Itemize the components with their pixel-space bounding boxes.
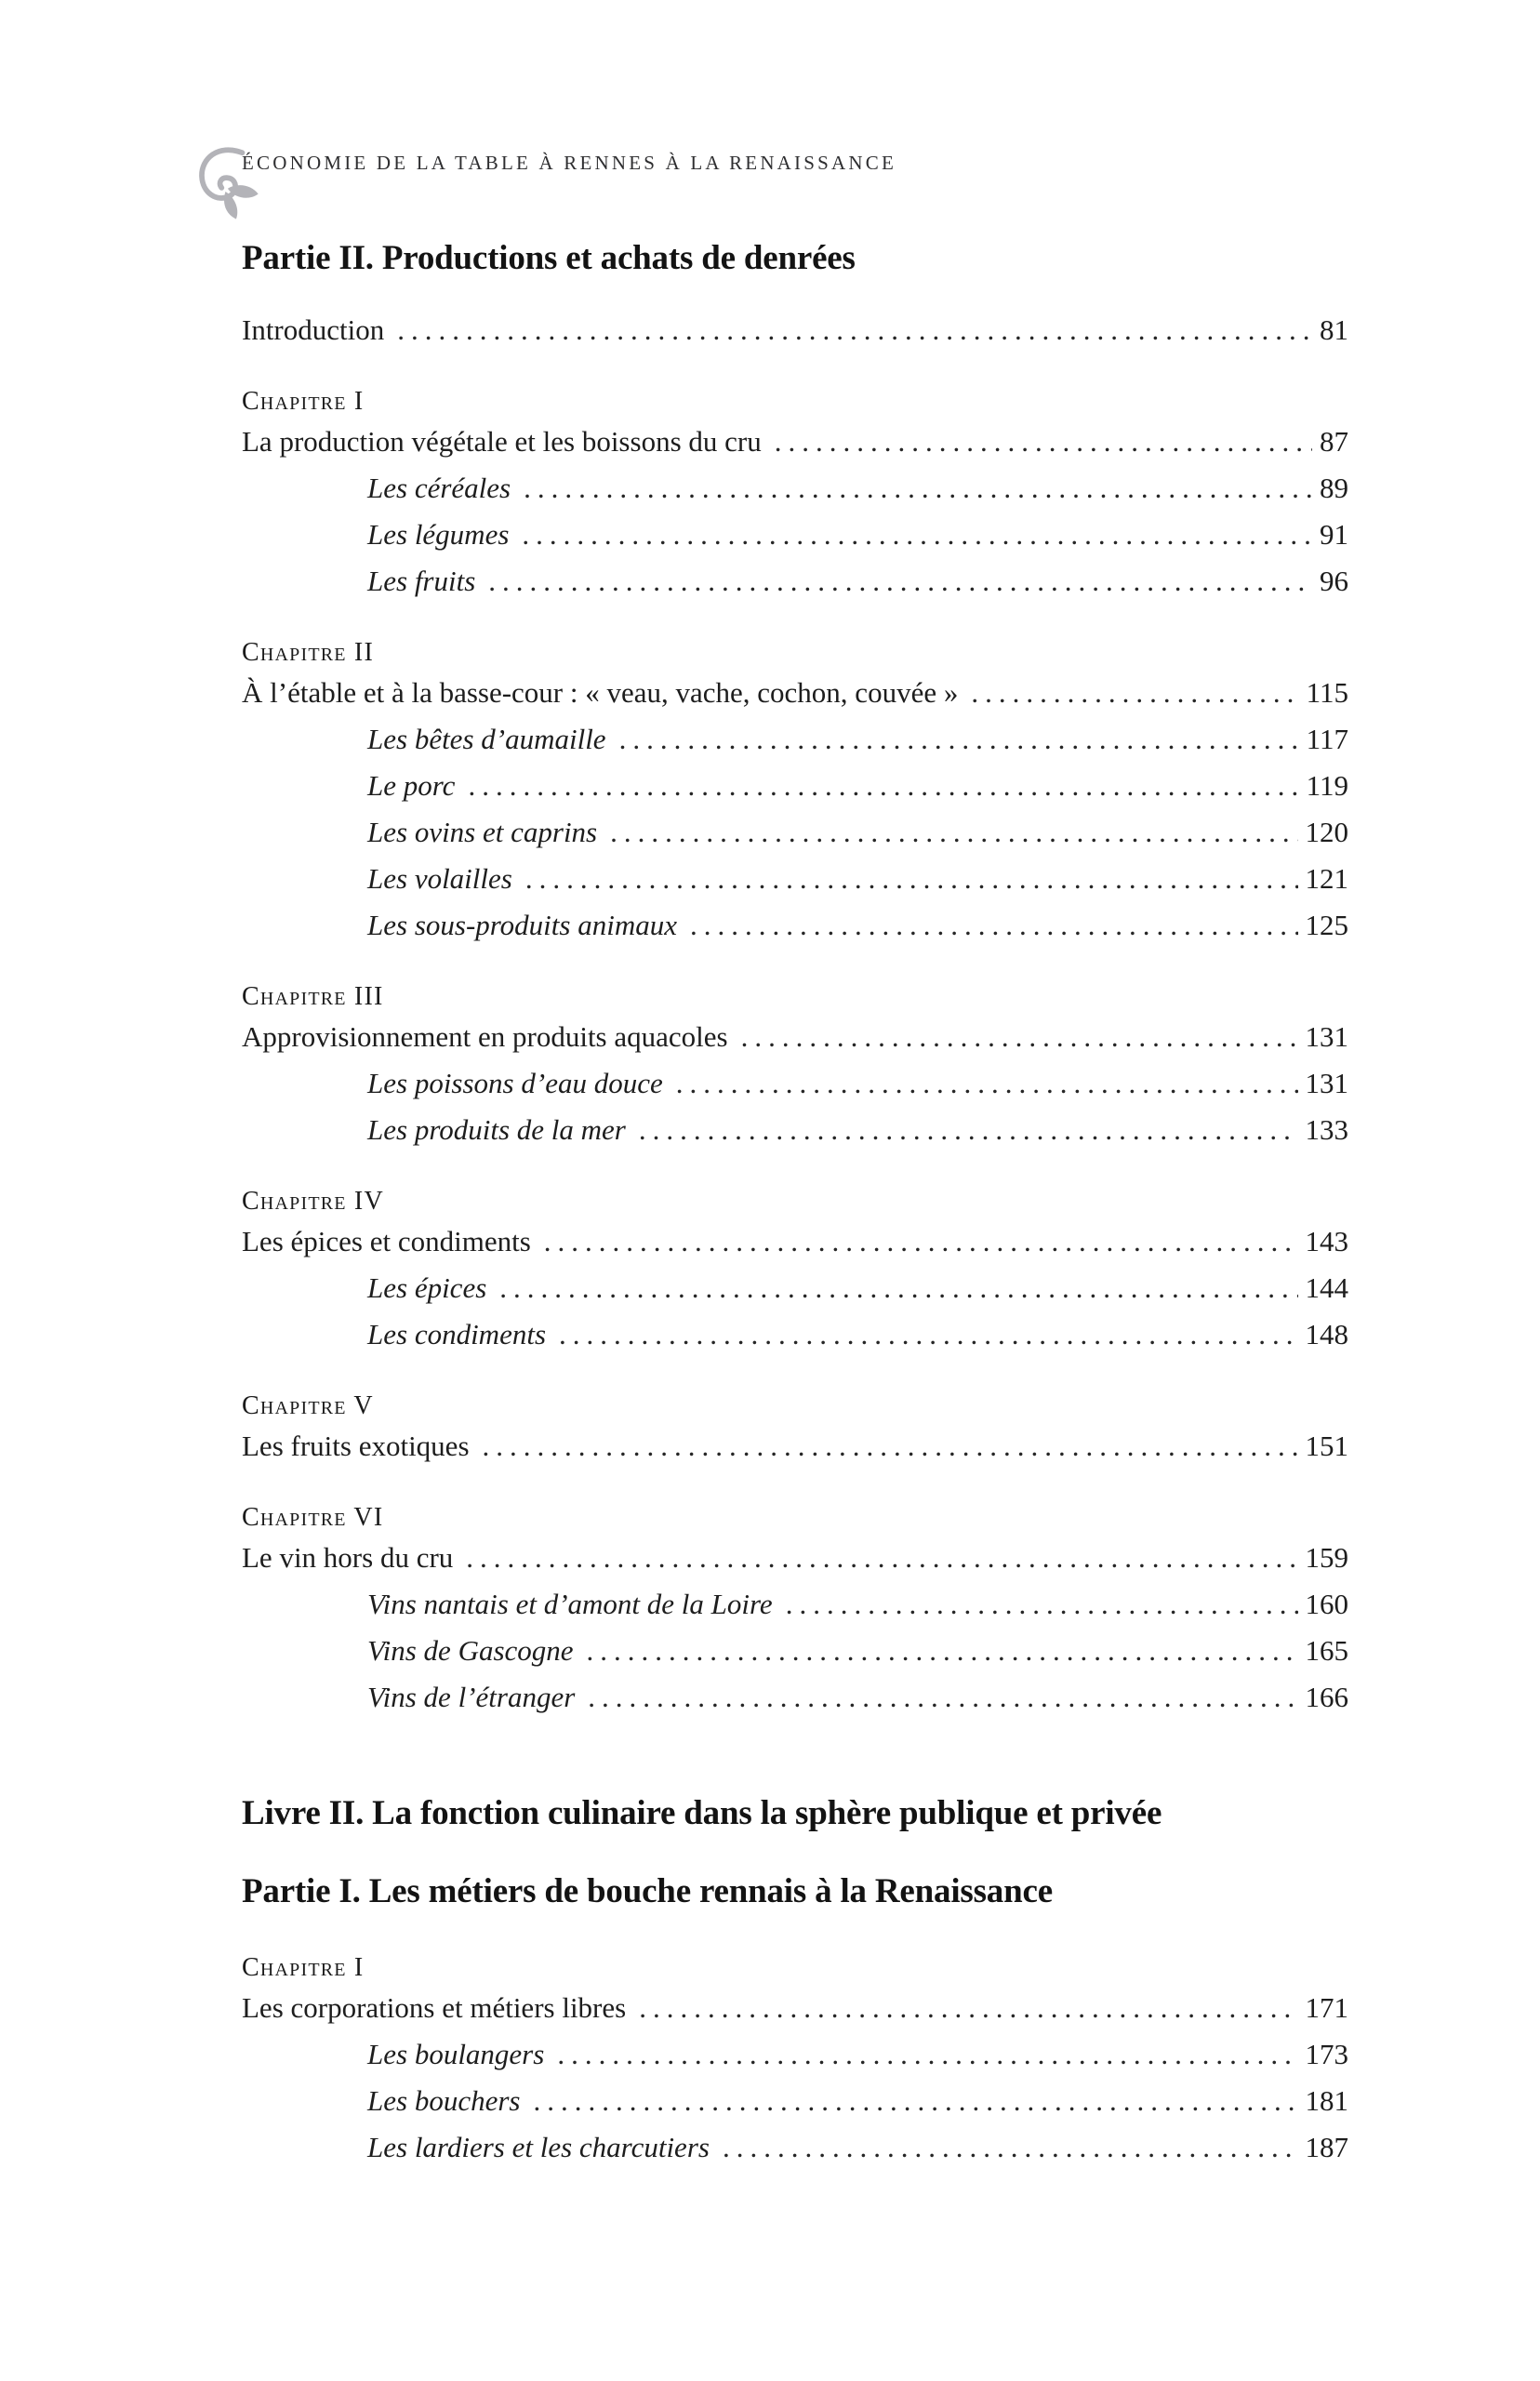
toc-entry [242, 1586, 1348, 1623]
dot-leader [639, 1989, 1297, 2027]
toc-entry-page: 144 [1305, 1271, 1348, 1304]
toc-entry-page: 181 [1305, 2084, 1348, 2117]
toc-entry-title: À l’étable et à la basse-cour : « veau, vache, cochon, couvée » [242, 676, 959, 709]
toc-entry-page: 115 [1306, 676, 1348, 709]
dot-leader [610, 814, 1297, 851]
toc-entry-page: 148 [1305, 1318, 1348, 1350]
dot-leader [483, 1428, 1298, 1465]
toc-entry-title: Vins de l’étranger [367, 1681, 576, 1713]
toc-entry [242, 1989, 1348, 2027]
part-heading: Partie II. Productions et achats de denrées [242, 239, 856, 277]
dot-leader [775, 423, 1312, 460]
dot-leader [468, 767, 1298, 805]
toc-entry-page: 117 [1306, 723, 1348, 755]
dot-leader [588, 1679, 1297, 1716]
chapter-label: Chapitre V [242, 1391, 374, 1420]
chapter-label: Chapitre I [242, 387, 365, 416]
toc-entry-page: 173 [1305, 2038, 1348, 2070]
toc-entry [242, 1539, 1348, 1576]
toc-entry-page: 125 [1305, 909, 1348, 941]
toc-entry-title: Les boulangers [367, 2038, 545, 2070]
part-heading: Partie I. Les métiers de bouche rennais à la Renaissance [242, 1872, 1053, 1910]
toc-entry-page: 119 [1306, 769, 1348, 802]
toc-entry-page: 89 [1320, 472, 1348, 504]
toc-entry [242, 1428, 1348, 1465]
toc-entry [242, 1270, 1348, 1307]
toc-entry-page: 133 [1305, 1113, 1348, 1146]
chapter-label: Chapitre VI [242, 1503, 384, 1532]
toc-entry [242, 1065, 1348, 1102]
toc-entry-title: Le porc [367, 769, 456, 802]
dot-leader [639, 1111, 1298, 1149]
dot-leader [557, 2036, 1297, 2073]
dot-leader [619, 721, 1299, 758]
toc-entry-page: 160 [1305, 1588, 1348, 1620]
toc-entry-title: Introduction [242, 313, 385, 346]
toc-entry-title: Les poissons d’eau douce [367, 1067, 663, 1099]
toc-entry [242, 1018, 1348, 1056]
dot-leader [488, 563, 1312, 600]
dot-leader [723, 2129, 1298, 2166]
toc-entry-title: Les fruits exotiques [242, 1430, 470, 1462]
toc-entry-page: 151 [1305, 1430, 1348, 1462]
toc-entry [242, 721, 1348, 758]
toc-entry [242, 2082, 1348, 2120]
toc-entry [242, 1111, 1348, 1149]
toc-entry-page: 120 [1305, 816, 1348, 848]
toc-entry [242, 563, 1348, 600]
toc-entry-page: 187 [1305, 2131, 1348, 2163]
dot-leader [466, 1539, 1297, 1576]
toc-entry-page: 131 [1305, 1020, 1348, 1053]
toc-entry-page: 171 [1305, 1991, 1348, 2024]
dot-leader [522, 516, 1312, 553]
toc-entry [242, 860, 1348, 898]
toc-entry-title: Vins de Gascogne [367, 1634, 574, 1667]
toc-entry [242, 2036, 1348, 2073]
toc-entry-title: Les légumes [367, 518, 510, 551]
dot-leader [559, 1316, 1297, 1353]
toc-entry [242, 1679, 1348, 1716]
dot-leader [690, 907, 1298, 944]
chapter-label: Chapitre I [242, 1953, 365, 1982]
running-header [242, 144, 1348, 181]
dot-leader [525, 860, 1298, 898]
toc-entry-title: La production végétale et les boissons du cru [242, 425, 762, 458]
chapter-label: Chapitre III [242, 982, 384, 1011]
toc-entry-page: 81 [1320, 313, 1348, 346]
toc-entry-page: 121 [1305, 862, 1348, 895]
toc-entry-page: 91 [1320, 518, 1348, 551]
toc-entry [242, 2129, 1348, 2166]
dot-leader [533, 2082, 1297, 2120]
dot-leader [499, 1270, 1297, 1307]
toc-entry-title: Vins nantais et d’amont de la Loire [367, 1588, 773, 1620]
toc-entry [242, 1632, 1348, 1669]
toc-entry-title: Les sous-produits animaux [367, 909, 677, 941]
toc-entry-page: 87 [1320, 425, 1348, 458]
toc-entry-page: 159 [1305, 1541, 1348, 1574]
dot-leader [676, 1065, 1298, 1102]
toc-entry [242, 312, 1348, 349]
toc-entry [242, 1316, 1348, 1353]
dot-leader [587, 1632, 1298, 1669]
toc-entry [242, 674, 1348, 712]
toc-entry-title: Le vin hors du cru [242, 1541, 454, 1574]
toc-entry [242, 516, 1348, 553]
toc-entry [242, 767, 1348, 805]
toc-entry-title: Les ovins et caprins [367, 816, 598, 848]
toc-entry [242, 907, 1348, 944]
running-header-text: ÉCONOMIE DE LA TABLE À RENNES À LA RENAISSANCE [242, 152, 896, 174]
chapter-label: Chapitre IV [242, 1187, 384, 1216]
toc-entry [242, 1223, 1348, 1260]
toc-entry-title: Les céréales [367, 472, 511, 504]
toc-entry-title: Les épices [367, 1271, 487, 1304]
dot-leader [741, 1018, 1298, 1056]
dot-leader [397, 312, 1312, 349]
toc-entry-title: Les corporations et métiers libres [242, 1991, 627, 2024]
toc-entry [242, 423, 1348, 460]
toc-entry-title: Les condiments [367, 1318, 547, 1350]
toc-entry-page: 96 [1320, 565, 1348, 597]
dot-leader [971, 674, 1298, 712]
toc-entry-page: 131 [1305, 1067, 1348, 1099]
toc-entry-title: Les épices et condiments [242, 1225, 531, 1257]
toc-entry-title: Les bêtes d’aumaille [367, 723, 606, 755]
chapter-label: Chapitre II [242, 638, 374, 667]
toc-entry-title: Les bouchers [367, 2084, 521, 2117]
toc-entry-title: Approvisionnement en produits aquacoles [242, 1020, 728, 1053]
dot-leader [544, 1223, 1298, 1260]
toc-entry-page: 166 [1305, 1681, 1348, 1713]
table-of-contents [242, 235, 1348, 2166]
toc-entry-page: 143 [1305, 1225, 1348, 1257]
toc-entry-page: 165 [1305, 1634, 1348, 1667]
toc-entry-title: Les volailles [367, 862, 512, 895]
toc-entry-title: Les lardiers et les charcutiers [367, 2131, 710, 2163]
toc-entry [242, 814, 1348, 851]
dot-leader [524, 470, 1312, 507]
dot-leader [786, 1586, 1298, 1623]
toc-entry-title: Les produits de la mer [367, 1113, 626, 1146]
toc-entry [242, 470, 1348, 507]
toc-entry-title: Les fruits [367, 565, 476, 597]
part-heading: Livre II. La fonction culinaire dans la sphère publique et privée [242, 1794, 1162, 1832]
